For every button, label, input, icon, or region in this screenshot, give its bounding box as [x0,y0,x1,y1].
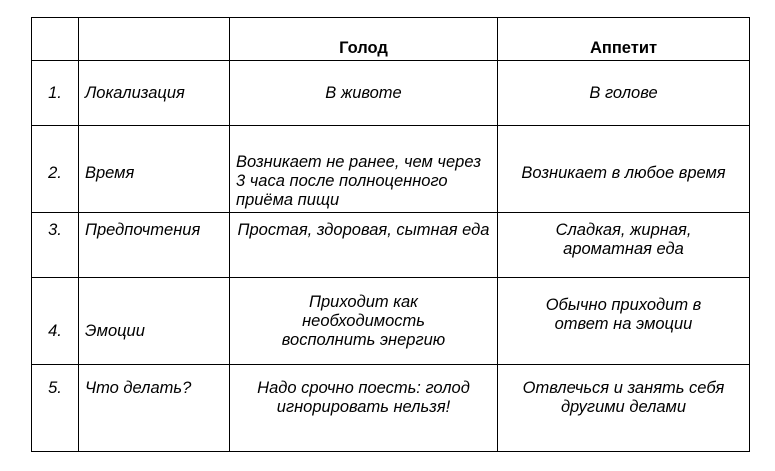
row-number: 3. [32,213,79,278]
hunger-vs-appetite-table [31,17,750,452]
row-criterion: Предпочтения [79,213,230,278]
row-hunger: Надо срочно поесть: голод игнорировать нельзя! [230,365,498,452]
table-row [32,213,750,278]
row-hunger: В животе [230,61,498,126]
row-hunger: Приходит как необходимость восполнить энергию [230,278,498,365]
row-criterion: Время [79,126,230,213]
row-criterion: Локализация [79,61,230,126]
header-row [32,18,750,61]
row-number: 2. [32,126,79,213]
row-criterion: Что делать? [79,365,230,452]
row-appetite: Сладкая, жирная, ароматная еда [498,213,750,278]
row-appetite: В голове [498,61,750,126]
row-appetite: Возникает в любое время [498,126,750,213]
table-row [32,365,750,452]
header-criterion [79,18,230,61]
table-row [32,126,750,213]
row-appetite: Отвлечься и занять себя другими делами [498,365,750,452]
header-num [32,18,79,61]
row-number: 5. [32,365,79,452]
row-number: 1. [32,61,79,126]
table-row [32,278,750,365]
header-hunger: Голод [230,18,498,61]
row-criterion: Эмоции [79,278,230,365]
row-number: 4. [32,278,79,365]
row-appetite: Обычно приходит в ответ на эмоции [498,278,750,365]
table-row [32,61,750,126]
row-hunger: Простая, здоровая, сытная еда [230,213,498,278]
row-hunger: Возникает не ранее, чем через 3 часа после полноценного приёма пищи [230,126,498,213]
header-appetite: Аппетит [498,18,750,61]
